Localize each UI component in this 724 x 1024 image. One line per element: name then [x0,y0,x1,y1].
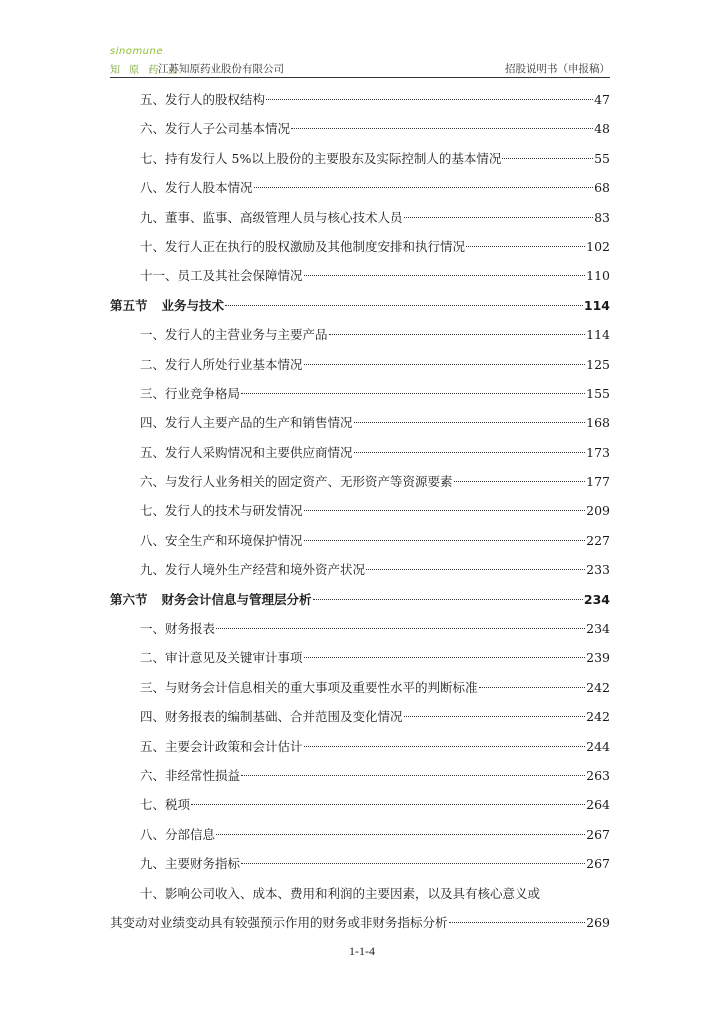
toc-entry[interactable] [110,790,610,819]
toc-entry-title: 其变动对业绩变动具有较强预示作用的财务或非财务指标分析 [110,914,448,930]
toc-leader-dots [304,364,586,365]
toc-entry[interactable] [110,849,610,878]
toc-page-number: 55 [594,150,610,166]
toc-leader-dots [354,422,586,423]
toc-entry-title: 分部信息 [165,826,216,842]
toc-leader-dots [449,922,586,923]
toc-leader-dots [216,834,585,835]
toc-entry-number: 六、 [140,767,166,783]
toc-entry-number: 七、 [140,503,166,519]
toc-page-number: 177 [586,474,610,490]
toc-page-number: 242 [586,709,610,725]
toc-entry[interactable] [110,702,610,731]
toc-page-number: 233 [586,562,610,578]
toc-entry[interactable] [110,144,610,173]
toc-entry-title: 非经常性损益 [165,767,241,783]
toc-leader-dots [502,158,593,159]
toc-entry-number: 十一、 [140,268,178,284]
toc-entry-number: 一、 [140,621,166,637]
toc-entry-title: 财务报表的编制基础、合并范围及变化情况 [165,709,403,725]
toc-entry[interactable] [110,232,610,261]
toc-page-number: 227 [586,532,610,548]
toc-entry[interactable] [110,173,610,202]
toc-entry[interactable] [110,203,610,232]
toc-leader-dots [291,128,593,129]
toc-entry-number: 七、 [140,797,166,813]
toc-entry-number: 八、 [140,532,166,548]
toc-leader-dots [241,775,585,776]
toc-page-number: 47 [594,92,610,107]
toc-entry-title: 安全生产和环境保护情况 [165,532,303,548]
toc-entry-title: 财务报表 [165,621,216,637]
toc-entry[interactable] [110,673,610,702]
toc-entry-title: 发行人所处行业基本情况 [165,356,303,372]
toc-entry-number: 二、 [140,650,166,666]
toc-page-number: 102 [586,238,610,254]
toc-entry-line: 十、影响公司收入、成本、费用和利润的主要因素，以及具有核心意义或 [140,885,541,901]
toc-leader-dots [266,99,593,100]
toc-entry[interactable] [110,408,610,437]
toc-leader-dots [404,217,594,218]
toc-entry-title: 员工及其社会保障情况 [177,268,303,284]
toc-page-number: 125 [586,356,610,372]
toc-entry-number: 四、 [140,709,166,725]
toc-entry[interactable] [110,438,610,467]
toc-section-heading[interactable] [110,585,610,614]
toc-page-number: 68 [594,180,610,196]
toc-page-number: 168 [586,415,610,431]
toc-entry-title: 主要财务指标 [165,856,241,872]
toc-entry-number: 九、 [140,209,166,225]
toc-leader-dots [454,481,586,482]
toc-page-number: 267 [586,856,610,872]
toc-page-number: 234 [586,621,610,637]
toc-leader-dots [304,540,586,541]
toc-page-number: 114 [586,327,610,343]
toc-entry-number: 二、 [140,356,166,372]
toc-entry-number: 第五节 [110,297,148,313]
toc-leader-dots [216,628,585,629]
toc-entry-number: 三、 [140,385,166,401]
toc-entry[interactable] [110,379,610,408]
toc-entry-title: 发行人正在执行的股权激励及其他制度安排和执行情况 [165,238,466,254]
toc-entry-number: 九、 [140,562,166,578]
toc-leader-dots [354,452,586,453]
toc-leader-dots [241,393,585,394]
toc-page-number: 110 [586,268,610,284]
toc-entry[interactable] [110,85,610,114]
toc-entry-number: 八、 [140,826,166,842]
toc-leader-dots [191,804,585,805]
toc-entry[interactable] [110,261,610,290]
toc-entry-title: 财务会计信息与管理层分析 [161,591,312,607]
toc-entry-title: 发行人主要产品的生产和销售情况 [165,415,353,431]
toc-entry[interactable] [110,320,610,349]
toc-entry[interactable] [110,526,610,555]
toc-leader-dots [304,657,586,658]
toc-entry-number: 四、 [140,415,166,431]
company-logo-subtext: 知 原 药 业 [110,65,181,76]
toc-leader-dots [254,187,594,188]
toc-leader-dots [304,275,586,276]
toc-entry[interactable] [110,761,610,790]
toc-entry-number: 八、 [140,180,166,196]
toc-entry-title: 审计意见及关键审计事项 [165,650,303,666]
toc-entry[interactable] [110,350,610,379]
company-name: 江苏知原药业股份有限公司 [158,63,284,75]
toc-entry[interactable] [110,614,610,643]
toc-page-number: 114 [583,297,610,313]
toc-entry-number: 三、 [140,679,166,695]
toc-leader-dots [304,510,586,511]
toc-entry-number: 七、 [140,150,166,166]
toc-entry-number: 五、 [140,92,166,107]
toc-entry-line [110,908,610,937]
toc-last-entry[interactable] [110,879,610,938]
toc-entry[interactable] [110,820,610,849]
toc-entry-title: 发行人采购情况和主要供应商情况 [165,444,353,460]
toc-entry-title: 与财务会计信息相关的重大事项及重要性水平的判断标准 [165,679,478,695]
toc-leader-dots [304,746,586,747]
toc-leader-dots [366,569,585,570]
toc-page-number: 239 [586,650,610,666]
company-logo-wordmark: sinomune [110,46,164,57]
toc-entry-title: 发行人子公司基本情况 [165,121,291,137]
toc-entry-title: 董事、监事、高级管理人员与核心技术人员 [165,209,403,225]
toc-entry-number: 一、 [140,327,166,343]
toc-leader-dots [313,599,583,600]
toc-entry[interactable] [110,555,610,584]
header-divider [110,77,610,78]
page-footer-number: 1-1-4 [349,944,375,958]
toc-entry[interactable] [110,732,610,761]
toc-entry[interactable] [110,467,610,496]
toc-entry-number: 第六节 [110,591,148,607]
toc-entry-number: 五、 [140,444,166,460]
toc-entry-title: 行业竞争格局 [165,385,241,401]
toc-page-number: 48 [594,121,610,137]
toc-entry-title: 业务与技术 [161,297,225,313]
toc-entry-number: 五、 [140,738,166,754]
toc-entry-number: 六、 [140,474,166,490]
toc-entry-title: 发行人股本情况 [165,180,253,196]
toc-entry-title: 发行人的技术与研发情况 [165,503,303,519]
toc-page-number: 234 [583,591,610,607]
toc-page-number: 83 [594,209,610,225]
toc-page-number: 269 [586,914,610,930]
toc-page-number: 264 [586,797,610,813]
toc-entry[interactable] [110,114,610,143]
toc-page-number: 242 [586,679,610,695]
toc-leader-dots [329,334,586,335]
toc-entry-title: 税项 [165,797,191,813]
toc-leader-dots [479,687,586,688]
toc-page-number: 244 [586,738,610,754]
toc-entry-title: 持有发行人 5%以上股份的主要股东及实际控制人的基本情况 [165,150,502,166]
toc-leader-dots [241,863,585,864]
toc-entry-title: 与发行人业务相关的固定资产、无形资产等资源要素 [165,474,453,490]
toc-entry-number: 六、 [140,121,166,137]
table-of-contents [110,85,610,937]
toc-entry-title: 发行人境外生产经营和境外资产状况 [165,562,366,578]
toc-leader-dots [466,246,585,247]
toc-page-number: 209 [586,503,610,519]
toc-leader-dots [225,305,583,306]
toc-section-heading[interactable] [110,291,610,320]
toc-page-number: 173 [586,444,610,460]
toc-entry[interactable] [110,496,610,525]
document-title: 招股说明书（申报稿） [505,63,610,75]
toc-entry-number: 九、 [140,856,166,872]
toc-entry-title: 发行人的主营业务与主要产品 [165,327,328,343]
toc-entry-title: 发行人的股权结构 [165,92,266,107]
toc-entry[interactable] [110,643,610,672]
toc-page-number: 267 [586,826,610,842]
toc-entry-title: 主要会计政策和会计估计 [165,738,303,754]
toc-entry-number: 十、 [140,238,166,254]
toc-page-number: 155 [586,385,610,401]
toc-leader-dots [404,716,586,717]
page-header [110,46,610,80]
toc-page-number: 263 [586,767,610,783]
